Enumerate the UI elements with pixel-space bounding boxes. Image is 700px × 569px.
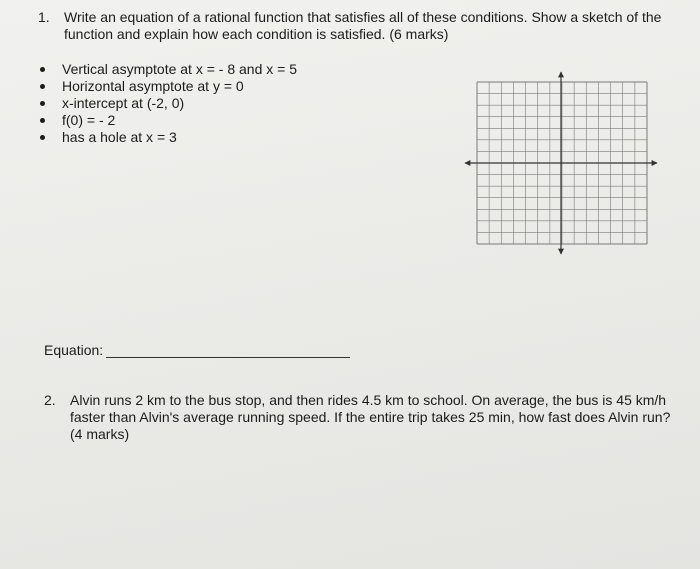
equation-label: Equation:: [44, 342, 104, 358]
bullet-icon: [40, 101, 45, 106]
conditions-list: [40, 61, 297, 146]
question-1-number: 1.: [38, 9, 50, 25]
bullet-icon: [40, 118, 45, 123]
graph-paper[interactable]: [463, 70, 659, 256]
question-1-text: Write an equation of a rational function that satisfies all of these conditions. Show a sketch of the function and explain how each condition is satisfied. (6 marks): [64, 9, 662, 42]
condition-text: Vertical asymptote at x = - 8 and x = 5: [62, 61, 298, 77]
condition-text: has a hole at x = 3: [62, 129, 177, 145]
bullet-icon: [40, 135, 45, 140]
condition-item: [40, 95, 297, 112]
bullet-icon: [40, 84, 45, 89]
bullet-icon: [40, 67, 45, 72]
condition-item: [40, 78, 297, 95]
equation-answer-line[interactable]: [106, 357, 350, 358]
question-2-text: Alvin runs 2 km to the bus stop, and then rides 4.5 km to school. On average, the bus is 45 km/h faster than Alvin's average running speed. If the entire trip takes 25 min, how fast does Alvin run? (4 marks): [70, 392, 671, 442]
condition-item: [40, 112, 297, 129]
condition-item: [40, 129, 297, 146]
condition-text: x-intercept at (-2, 0): [62, 95, 185, 111]
condition-text: f(0) = - 2: [62, 112, 116, 128]
condition-text: Horizontal asymptote at y = 0: [62, 78, 244, 94]
condition-item: [40, 61, 297, 78]
question-2-number: 2.: [44, 392, 56, 408]
